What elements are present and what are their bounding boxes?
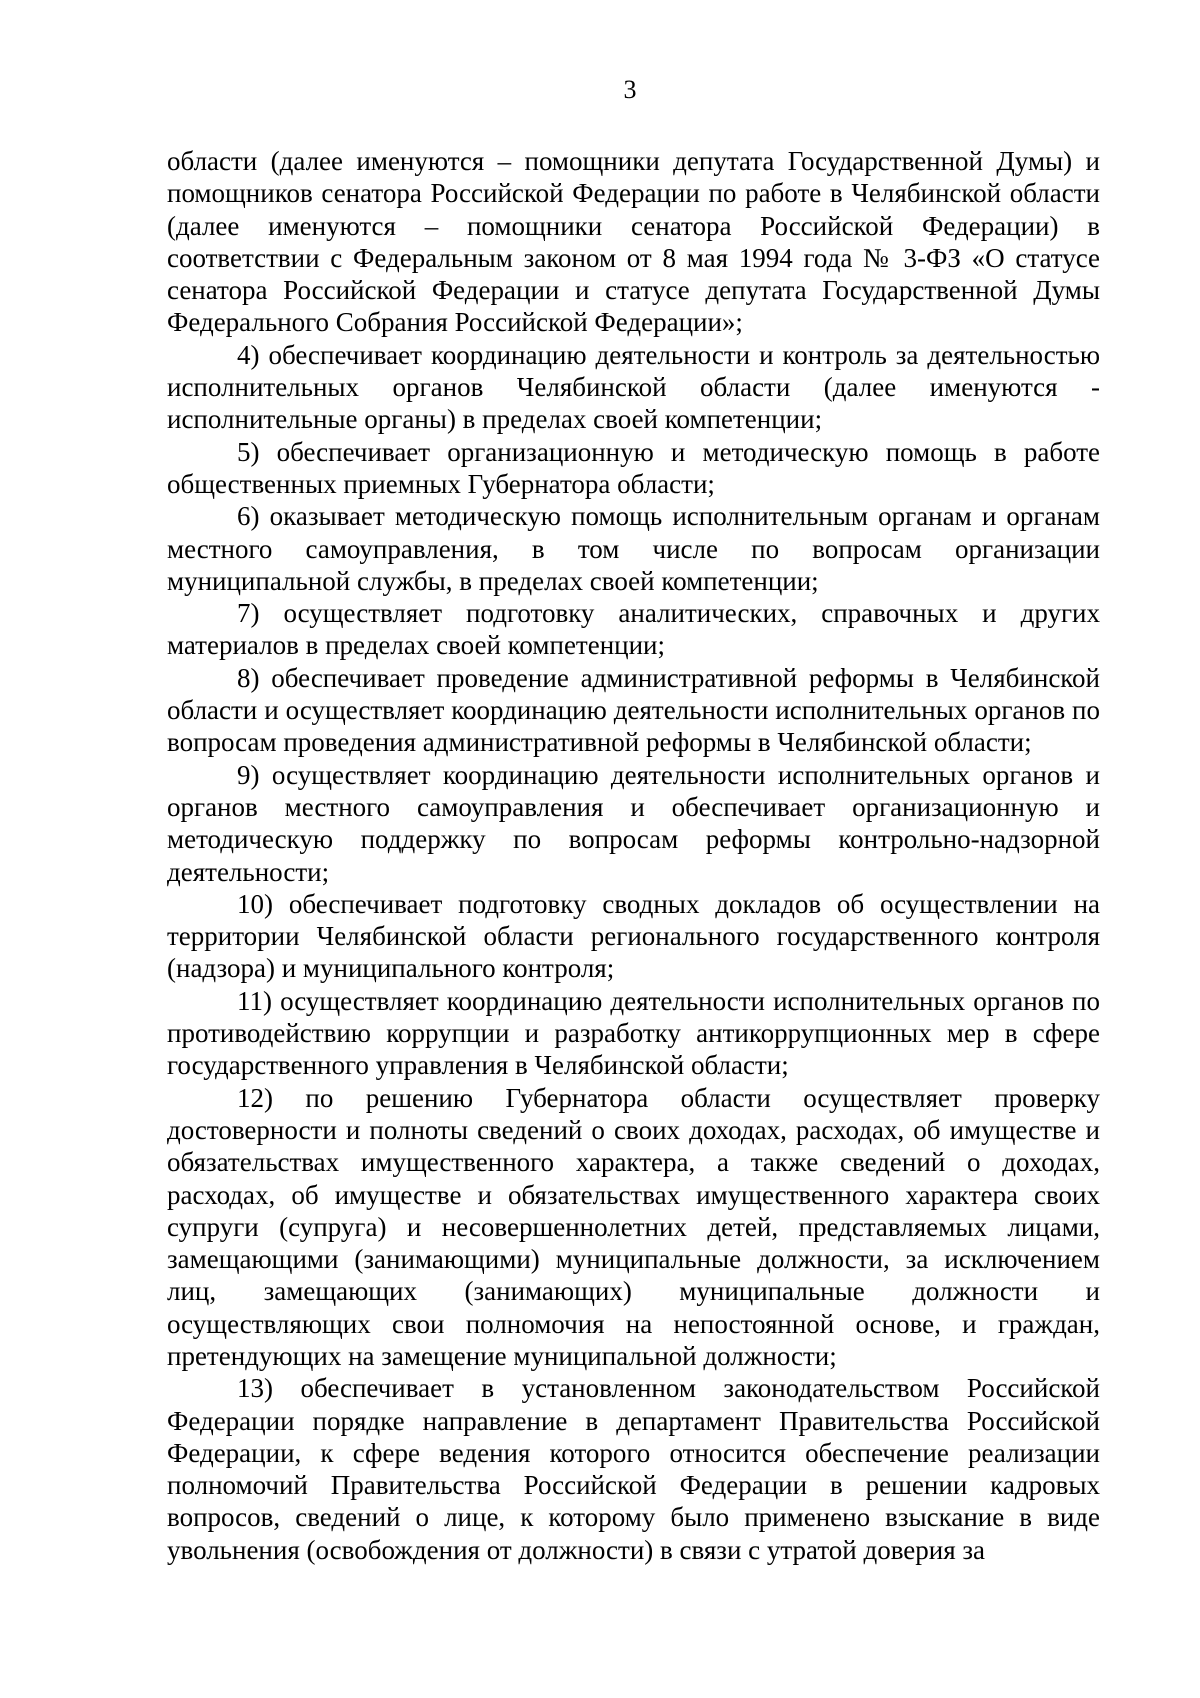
list-item-13: 13) обеспечивает в установленном законодательством Российской Федерации порядке направление в департамент Правительства Российской Федерации, к сфере ведения которого относится обеспечение реализации полномочий Правительства Российской Федерации в решении кадровых вопросов, сведений о лице, к которому было применено взыскание в виде увольнения (освобождения от должности) в связи с утратой доверия за [167, 1373, 1100, 1565]
list-item-5: 5) обеспечивает организационную и методическую помощь в работе общественных приемных Губернатора области; [167, 436, 1100, 499]
list-item-12: 12) по решению Губернатора области осуществляет проверку достоверности и полноты сведений о своих доходах, расходах, об имуществе и обязательствах имущественного характера, а также сведений о доходах, расходах, об имуществе и обязательствах имущественного характера своих супруги (супруга) и несовершеннолетних детей, представляемых лицами, замещающими (занимающими) муниципальные должности, за исключением лиц, замещающих (занимающих) муниципальные должности и осуществляющих свои полномочия на непостоянной основе, и граждан, претендующих на замещение муниципальной должности; [167, 1082, 1100, 1371]
list-item-9: 9) осуществляет координацию деятельности исполнительных органов и органов местного самоуправления и обеспечивает организационную и методическую поддержку по вопросам реформы контрольно-надзорной деятельности; [167, 759, 1100, 887]
list-item-8: 8) обеспечивает проведение административной реформы в Челябинской области и осуществляет координацию деятельности исполнительных органов по вопросам проведения административной реформы в Челябинской области; [167, 662, 1100, 758]
list-item-7: 7) осуществляет подготовку аналитических, справочных и других материалов в пределах своей компетенции; [167, 598, 1100, 661]
list-item-4: 4) обеспечивает координацию деятельности и контроль за деятельностью исполнительных органов Челябинской области (далее именуются - исполнительные органы) в пределах своей компетенции; [167, 339, 1100, 435]
list-item-6: 6) оказывает методическую помощь исполнительным органам и органам местного самоуправления, в том числе по вопросам организации муниципальной службы, в пределах своей компетенции; [167, 501, 1100, 596]
list-item-11: 11) осуществляет координацию деятельности исполнительных органов по противодействию коррупции и разработку антикоррупционных мер в сфере государственного управления в Челябинской области; [167, 985, 1100, 1081]
list-item-10: 10) обеспечивает подготовку сводных докладов об осуществлении на территории Челябинской области регионального государственного контроля (надзора) и муниципального контроля; [167, 888, 1100, 984]
page-number: 3 [623, 75, 637, 104]
paragraph-continuation: области (далее именуются – помощники депутата Государственной Думы) и помощников сенатора Российской Федерации по работе в Челябинской области (далее именуются – помощники сенатора Российской Федерации) в соответствии с Федеральным законом от 8 мая 1994 года № 3-ФЗ «О статусе сенатора Российской Федерации и статусе депутата Государственной Думы Федерального Собрания Российской Федерации»; [167, 146, 1100, 338]
document-body [167, 145, 1100, 1566]
